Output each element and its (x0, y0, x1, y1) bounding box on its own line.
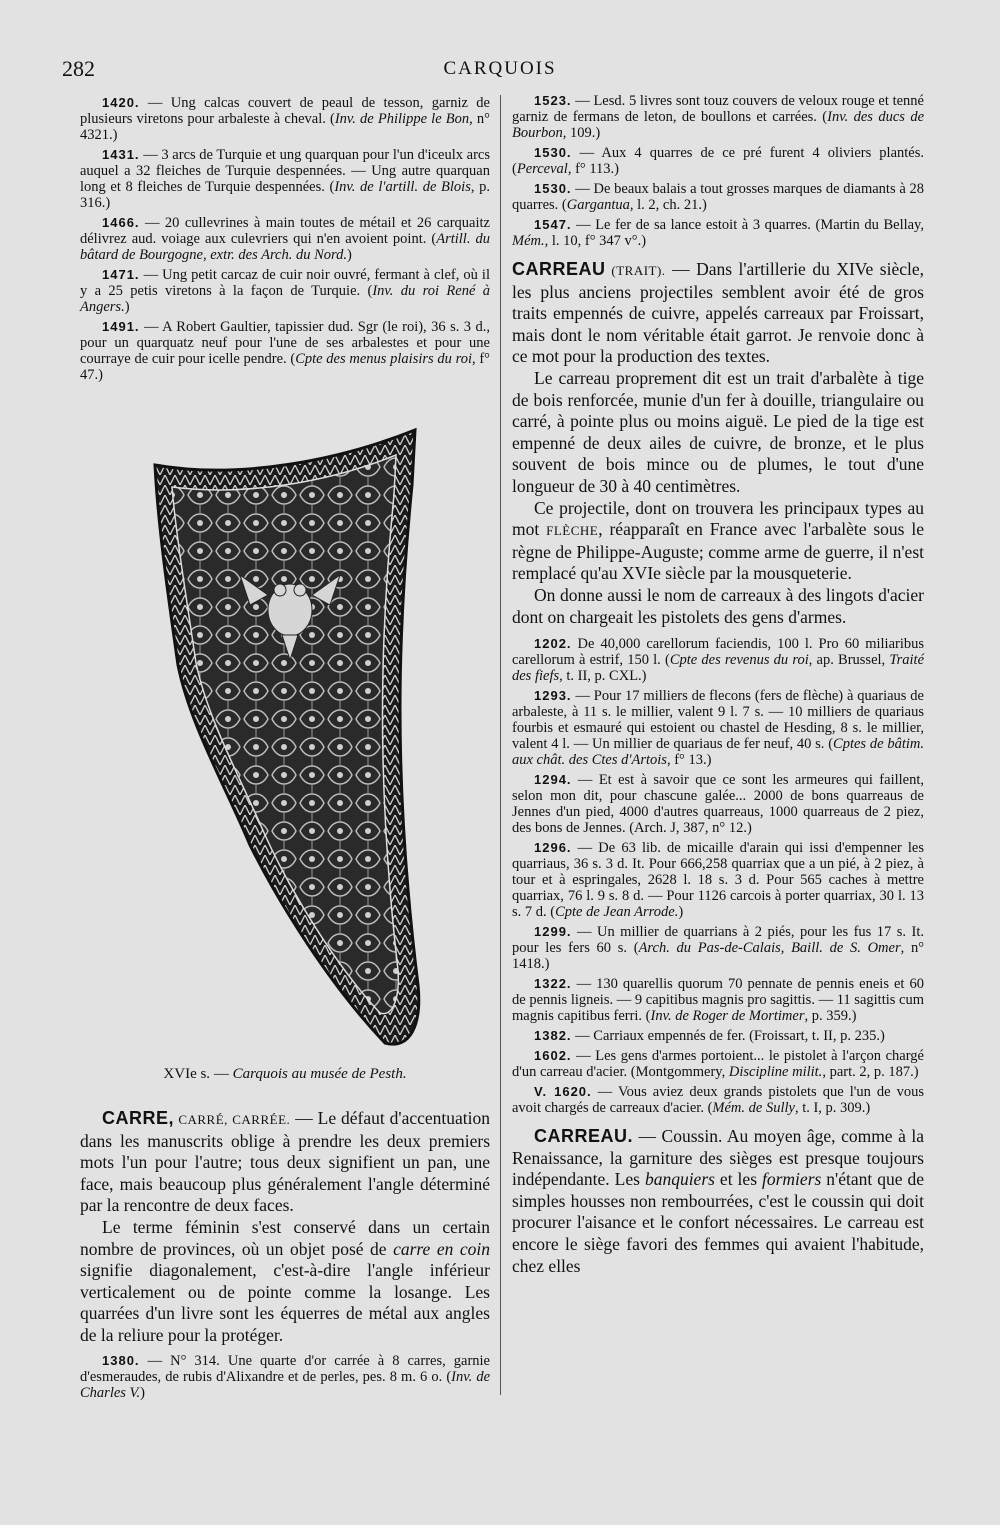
citation-entry: 1322. — 130 quarellis quorum 70 pennate de pennis eneis et 60 de pennis ligneis. — 9 capitibus magnis pro sagittis. — 11 sagittis cum magnis capitibus ferri. (Inv. de Roger de Mortimer, p. 359.) (512, 976, 924, 1025)
citation-entry: 1296. — De 63 lib. de micaille d'arain qui issi d'empenner les quarriaus, 36 s. 3 d. It. Pour 666,258 quarriax que a un pié, à 2 piez, à tour et à espringales, 2628 l. 18 s. 3 d. Pour 565 caches à mettre quarriax, 76 l. 9 s. 8 d. — Pour 1126 carcois à porter quarriax, 30 l. 13 s. 7 d. (Cpte de Jean Arrode.) (512, 840, 924, 921)
article-headword: CARREAU (512, 259, 606, 279)
citation-entry: 1547. — Le fer de sa lance estoit à 3 quarres. (Martin du Bellay, Mém., l. 10, f° 347 v°.) (512, 217, 924, 249)
article-headword: CARRE, (102, 1108, 175, 1128)
article-paragraph: Le carreau proprement dit est un trait d'arbalète à tige de bois renforcée, munie d'un fer à douille, triangulaire ou carré, à pointe plus ou moins aiguë. Le pied de la tige est empenné de deux ailes de cuivre, de bronze, et le plus souvent de bois mince ou de plumes, le tout d'une longueur de 30 à 40 centimètres. (512, 367, 924, 496)
quiver-illustration (130, 425, 440, 1055)
citation-entry: 1293. — Pour 17 milliers de flecons (fers de flèche) à quariaus de arbaleste, à 11 s. le millier, valent 9 l. 7 s. — 10 milliers de quariaus fourbis et esmauré qui estoient ou chastel de Hesding, 8 s. le millier, valent 4 l. — Un millier de quariaus de fer neuf, 40 s. (Cptes de bâtim. aux chât. des Ctes d'Artois, f° 13.) (512, 688, 924, 769)
left-column (80, 95, 490, 387)
citation-entry: 1471. — Ung petit carcaz de cuir noir ouvré, fermant à clef, où il y a 25 petis viretons à la façon de Turquie. (Inv. du roi René à Angers.) (80, 267, 490, 315)
citation-entry: 1523. — Lesd. 5 livres sont touz couvers de veloux rouge et tenné garniz de fermans de leton, de boullons et carrées. (Inv. des ducs de Bourbon, 109.) (512, 93, 925, 141)
article-paragraph: Le terme féminin s'est conservé dans un certain nombre de provinces, où un objet posé de carre en coin signifie diagonalement, c'est-à-dire l'angle inférieur verticalement ou de pointe comme la losange. Les quarrées d'un livre sont les équerres de métal aux angles de la reliure pour la protéger. (80, 1216, 490, 1345)
citation-entry: V. 1620. — Vous aviez deux grands pistolets que l'un de vous avoit chargés de carreaux d'acier. (Mém. de Sully, t. I, p. 309.) (512, 1084, 924, 1117)
article-headword: CARREAU. (534, 1126, 634, 1147)
citation-entry: 1382. — Carriaux empennés de fer. (Froissart, t. II, p. 235.) (534, 1028, 885, 1045)
quiver-engraving-icon (130, 425, 440, 1055)
citation-entry: 1380. — N° 314. Une quarte d'or carrée à 8 carres, garnie d'esmeraudes, de rubis d'Alixandre et de perles, pes. 8 m. 6 o. (Inv. de Charles V.) (80, 1352, 491, 1401)
right-column (512, 93, 924, 1277)
article-paragraph: CARRE, CARRÉ, CARRÉE. — Le défaut d'accentuation dans les manuscrits oblige à prendre les deux premiers mots l'un pour l'autre; tous deux signifient un pan, une face, mais beaucoup plus généralement l'angle déterminé par la rencontre de deux faces. (80, 1108, 491, 1216)
page-header (60, 56, 940, 86)
citation-entry: 1431. — 3 arcs de Turquie et ung quarquan pour l'un d'iceulx arcs auquel a 32 fleiches de Turquie despennées. — Ung autre quarquan long et 8 fleiches de Turquie despennées. (Inv. de l'artill. de Blois, p. 316.) (80, 147, 490, 211)
article-paragraph: On donne aussi le nom de carreaux à des lingots d'acier dont on chargeait les pistolets des gens d'armes. (512, 584, 924, 627)
citation-entry: 1299. — Un millier de quarrians à 2 piés, pour les fus 17 s. It. pour les fers 60 s. (Arch. du Pas-de-Calais, Baill. de S. Omer, n° 1418.) (512, 924, 924, 973)
figure-caption: XVIe s. — Carquois au musée de Pesth. (163, 1066, 407, 1082)
citation-entry: 1294. — Et est à savoir que ce sont les armeures qui faillent, selon mon dit, pour chascune galée... 2000 de bons quarreaus de Jennes d'un pied, 4000 d'autres quarreaus, 1000 quarreaus de 2 piez, des bons de Jennes. (Arch. J, 387, n° 12.) (512, 772, 924, 837)
article-paragraph: CARREAU (TRAIT). — Dans l'artillerie du XIVe siècle, les plus anciens projectiles semblent avoir été de gros traits empennés de cuivre, appelés carreaux par Froissart, mais dont le nom véritable était garrot. Je renvoie donc à ce mot pour la production des textes. (512, 259, 924, 367)
citation-entry: 1202. De 40,000 carellorum faciendis, 100 l. Pro 60 miliaribus carellorum à estrif, 150 l. (Cpte des revenus du roi, ap. Brussel, Traité des fiefs, t. II, p. CXL.) (512, 636, 925, 685)
article-carre (80, 1108, 490, 1405)
article-paragraph: CARREAU. — Coussin. Au moyen âge, comme à la Renaissance, la garniture des sièges est presque toujours indépendante. Les banquiers et les formiers n'étant que de simples housses non rembourrées, c'est le coussin qui doit procurer l'aisance et le confort nécessaires. Le carreau est encore le siège favori des femmes qui avaient l'habitude, chez elles (512, 1126, 924, 1276)
running-title: CARQUOIS (443, 58, 557, 79)
citation-entry: 1466. — 20 cullevrines à main toutes de métail et 26 carquaitz délivrez aud. voiage aux culevriers qui n'en avoient point. (Artill. du bâtard de Bourgogne, extr. des Arch. du Nord.) (80, 215, 490, 263)
citation-entry: 1491. — A Robert Gaultier, tapissier dud. Sgr (le roi), 36 s. 3 d., pour un quarquatz neuf pour l'une de ses arbalestes et pour une courraye de cuir pour icelle pendre. (Cpte des menus plaisirs du roi, f° 47.) (80, 319, 490, 383)
article-paragraph: Ce projectile, dont on trouvera les principaux types au mot FLÈCHE, réapparaît en France avec l'arbalète sous le règne de Philippe-Auguste; comme arme de guerre, il n'est remplacé qu'au XVIe siècle par la mousqueterie. (512, 497, 924, 584)
citation-entry: 1602. — Les gens d'armes portoient... le pistolet à l'arçon chargé d'un carreau d'acier. (Montgommery, Discipline milit., part. 2, p. 187.) (512, 1048, 924, 1081)
citation-entry: 1530. — De beaux balais a tout grosses marques de diamants à 28 quarres. (Gargantua, l. 2, ch. 21.) (512, 181, 924, 213)
citation-entry: 1530. — Aux 4 quarres de ce pré furent 4 oliviers plantés. (Perceval, f° 113.) (512, 145, 924, 177)
page-number: 282 (62, 56, 95, 81)
citation-entry: 1420. — Ung calcas couvert de peaul de tesson, garniz de plusieurs viretons pour arbaleste à cheval. (Inv. de Philippe le Bon, n° 4321.) (80, 95, 490, 143)
column-divider (500, 95, 501, 1395)
